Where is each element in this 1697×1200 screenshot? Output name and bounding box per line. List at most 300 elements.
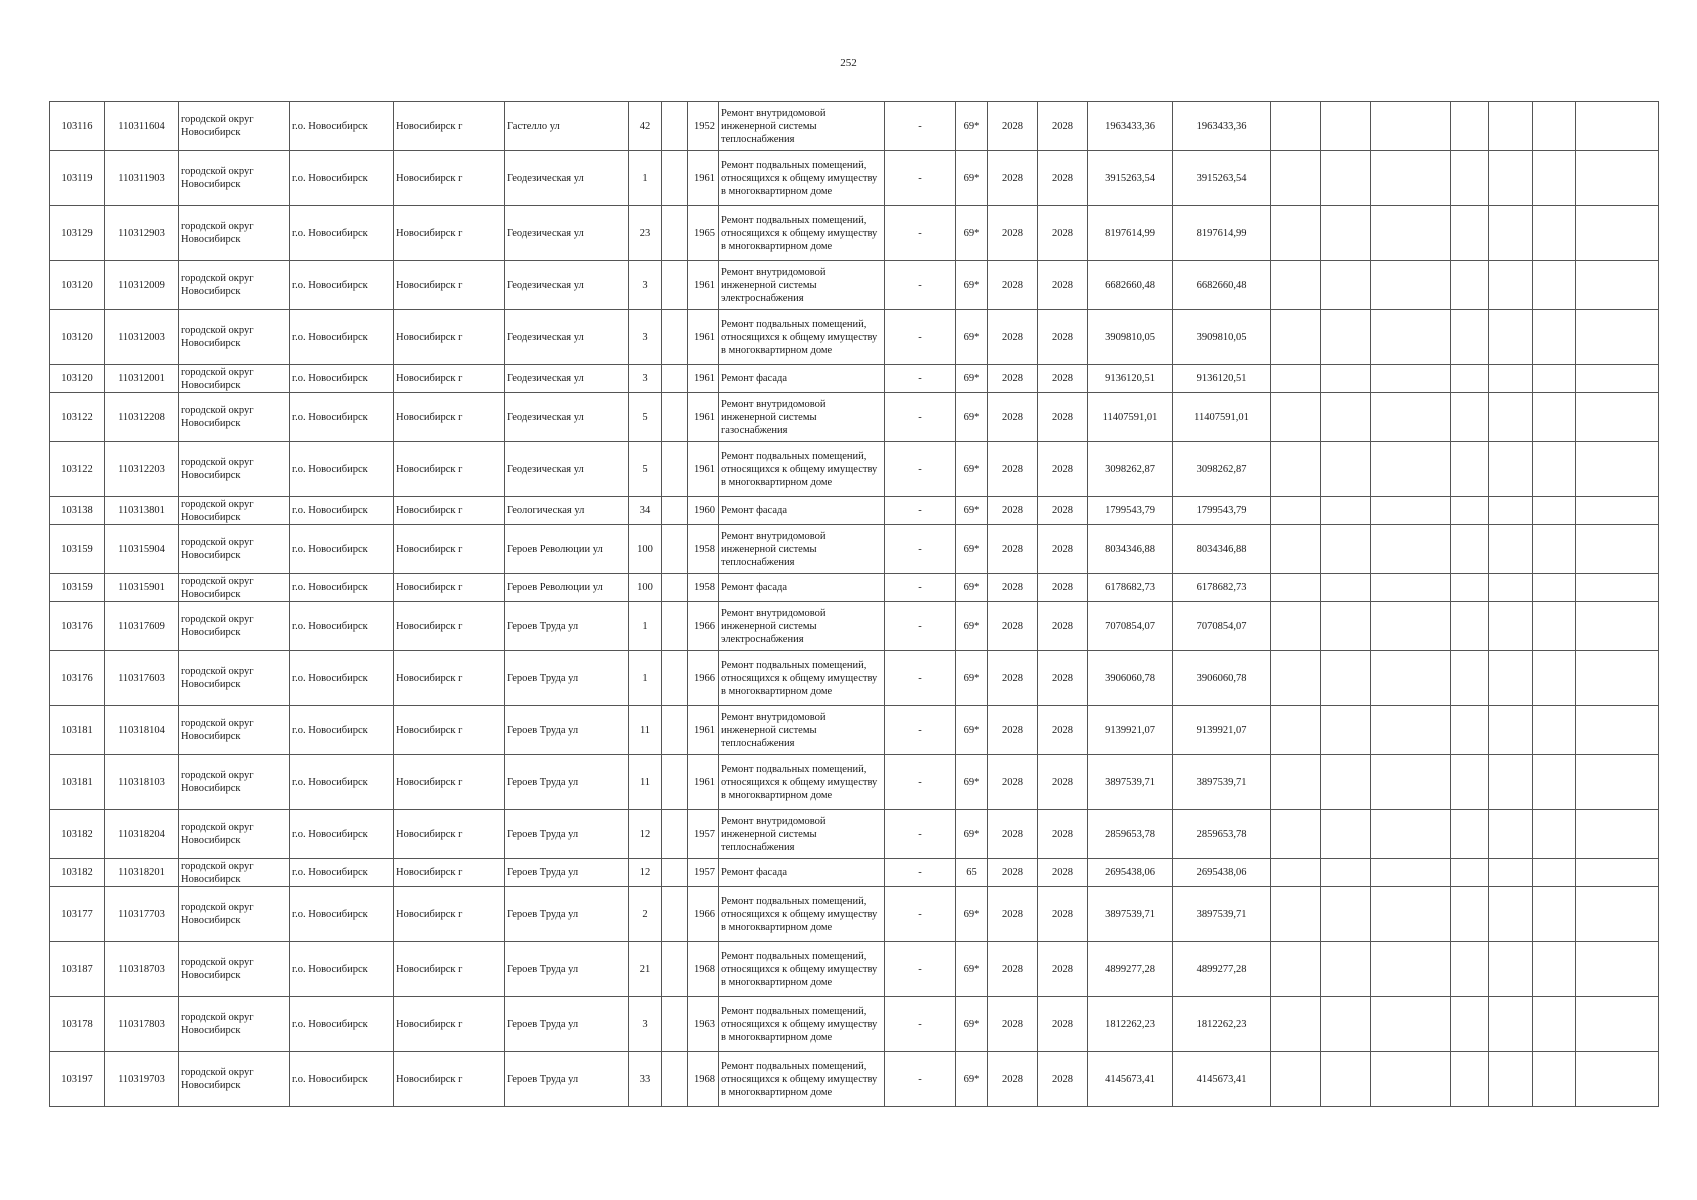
row-year-start: 2028 [988,365,1038,393]
row-city: Новосибирск г [394,442,505,497]
empty-cell [1533,1052,1576,1107]
row-cost-total: 8034346,88 [1088,525,1173,574]
empty-cell [662,365,688,393]
row-year: 1963 [688,997,719,1052]
empty-cell [1451,942,1489,997]
row-year: 1952 [688,102,719,151]
empty-cell [1321,997,1371,1052]
empty-cell [1451,706,1489,755]
row-house: 1 [629,651,662,706]
repair-program-table [49,101,1659,1107]
row-municipality: г.о. Новосибирск [290,651,394,706]
empty-cell [662,706,688,755]
row-street: Героев Труда ул [505,651,629,706]
row-code: 110312208 [105,393,179,442]
empty-cell [662,393,688,442]
empty-cell [1489,810,1533,859]
row-district: городской округ Новосибирск [179,887,290,942]
row-district: городской округ Новосибирск [179,859,290,887]
row-city: Новосибирск г [394,755,505,810]
row-work: Ремонт внутридомовой инженерной системы теплоснабжения [719,810,885,859]
row-city: Новосибирск г [394,706,505,755]
row-year-end: 2028 [1038,651,1088,706]
empty-cell [1271,1052,1321,1107]
row-id: 103181 [50,706,105,755]
row-year: 1966 [688,651,719,706]
row-cost-total: 3906060,78 [1088,651,1173,706]
row-year: 1961 [688,261,719,310]
row-street: Геодезическая ул [505,365,629,393]
empty-cell [1533,102,1576,151]
row-work: Ремонт подвальных помещений, относящихся к общему имуществу в многоквартирном доме [719,887,885,942]
empty-cell [1451,261,1489,310]
empty-cell [1321,310,1371,365]
row-year-end: 2028 [1038,261,1088,310]
row-dash: - [885,810,956,859]
empty-cell [1489,261,1533,310]
empty-cell [1451,574,1489,602]
empty-cell [1451,810,1489,859]
row-year: 1961 [688,755,719,810]
row-work: Ремонт подвальных помещений, относящихся к общему имуществу в многоквартирном доме [719,151,885,206]
row-percent: 69* [956,102,988,151]
row-street: Геодезическая ул [505,393,629,442]
row-id: 103120 [50,261,105,310]
row-municipality: г.о. Новосибирск [290,997,394,1052]
empty-cell [1371,602,1451,651]
row-year-start: 2028 [988,997,1038,1052]
row-house: 3 [629,310,662,365]
table-row [50,206,1659,261]
row-house: 100 [629,525,662,574]
empty-cell [1576,887,1659,942]
empty-cell [1533,206,1576,261]
row-municipality: г.о. Новосибирск [290,261,394,310]
empty-cell [1489,365,1533,393]
empty-cell [1321,497,1371,525]
row-cost-fund: 9139921,07 [1173,706,1271,755]
row-code: 110317703 [105,887,179,942]
empty-cell [1533,810,1576,859]
row-work: Ремонт внутридомовой инженерной системы теплоснабжения [719,525,885,574]
row-district: городской округ Новосибирск [179,365,290,393]
row-dash: - [885,261,956,310]
empty-cell [1489,442,1533,497]
row-district: городской округ Новосибирск [179,310,290,365]
row-dash: - [885,706,956,755]
empty-cell [1489,602,1533,651]
empty-cell [1451,151,1489,206]
empty-cell [1321,442,1371,497]
row-municipality: г.о. Новосибирск [290,310,394,365]
empty-cell [1371,574,1451,602]
row-district: городской округ Новосибирск [179,942,290,997]
empty-cell [1271,810,1321,859]
row-year: 1961 [688,706,719,755]
row-work: Ремонт подвальных помещений, относящихся к общему имуществу в многоквартирном доме [719,997,885,1052]
row-work: Ремонт внутридомовой инженерной системы электроснабжения [719,261,885,310]
row-cost-fund: 3897539,71 [1173,887,1271,942]
empty-cell [1371,151,1451,206]
row-code: 110318201 [105,859,179,887]
empty-cell [1489,574,1533,602]
row-year-end: 2028 [1038,1052,1088,1107]
empty-cell [1321,706,1371,755]
empty-cell [1451,1052,1489,1107]
empty-cell [1371,755,1451,810]
empty-cell [1371,261,1451,310]
empty-cell [1576,651,1659,706]
row-municipality: г.о. Новосибирск [290,442,394,497]
row-year-end: 2028 [1038,102,1088,151]
empty-cell [1271,859,1321,887]
table-row [50,859,1659,887]
empty-cell [1321,525,1371,574]
row-dash: - [885,497,956,525]
row-district: городской округ Новосибирск [179,574,290,602]
empty-cell [1371,393,1451,442]
table-row [50,942,1659,997]
row-code: 110315904 [105,525,179,574]
row-year-start: 2028 [988,859,1038,887]
row-year: 1961 [688,310,719,365]
empty-cell [1451,602,1489,651]
row-cost-fund: 1812262,23 [1173,997,1271,1052]
empty-cell [1533,365,1576,393]
empty-cell [1451,102,1489,151]
row-house: 21 [629,942,662,997]
table-row [50,997,1659,1052]
empty-cell [1576,859,1659,887]
row-city: Новосибирск г [394,525,505,574]
row-percent: 69* [956,755,988,810]
empty-cell [1489,497,1533,525]
table-body [50,102,1659,1107]
row-year: 1958 [688,525,719,574]
empty-cell [1576,525,1659,574]
row-house: 12 [629,859,662,887]
row-municipality: г.о. Новосибирск [290,574,394,602]
empty-cell [1576,1052,1659,1107]
row-municipality: г.о. Новосибирск [290,1052,394,1107]
row-cost-fund: 1799543,79 [1173,497,1271,525]
row-city: Новосибирск г [394,261,505,310]
empty-cell [1451,206,1489,261]
empty-cell [662,206,688,261]
row-municipality: г.о. Новосибирск [290,365,394,393]
row-id: 103120 [50,365,105,393]
row-street: Героев Труда ул [505,602,629,651]
empty-cell [1533,310,1576,365]
empty-cell [1321,942,1371,997]
row-work: Ремонт подвальных помещений, относящихся к общему имуществу в многоквартирном доме [719,206,885,261]
empty-cell [1489,755,1533,810]
empty-cell [1576,574,1659,602]
table-row [50,442,1659,497]
row-id: 103187 [50,942,105,997]
row-work: Ремонт внутридомовой инженерной системы газоснабжения [719,393,885,442]
row-year-start: 2028 [988,887,1038,942]
empty-cell [1576,151,1659,206]
row-work: Ремонт подвальных помещений, относящихся к общему имуществу в многоквартирном доме [719,942,885,997]
empty-cell [1271,497,1321,525]
empty-cell [1451,755,1489,810]
empty-cell [1371,859,1451,887]
row-percent: 69* [956,393,988,442]
row-street: Гастелло ул [505,102,629,151]
row-dash: - [885,602,956,651]
row-city: Новосибирск г [394,997,505,1052]
row-year-end: 2028 [1038,706,1088,755]
row-cost-total: 4145673,41 [1088,1052,1173,1107]
row-dash: - [885,442,956,497]
empty-cell [1489,102,1533,151]
row-year-end: 2028 [1038,997,1088,1052]
empty-cell [1451,651,1489,706]
row-city: Новосибирск г [394,810,505,859]
row-dash: - [885,1052,956,1107]
row-district: городской округ Новосибирск [179,997,290,1052]
row-id: 103138 [50,497,105,525]
empty-cell [1271,574,1321,602]
empty-cell [1271,755,1321,810]
row-code: 110312003 [105,310,179,365]
row-code: 110311604 [105,102,179,151]
row-dash: - [885,574,956,602]
row-house: 33 [629,1052,662,1107]
row-dash: - [885,151,956,206]
row-year-start: 2028 [988,755,1038,810]
row-percent: 69* [956,151,988,206]
row-percent: 69* [956,1052,988,1107]
empty-cell [1533,706,1576,755]
row-district: городской округ Новосибирск [179,442,290,497]
row-house: 3 [629,997,662,1052]
empty-cell [1576,261,1659,310]
empty-cell [1371,887,1451,942]
empty-cell [1271,261,1321,310]
row-year-start: 2028 [988,706,1038,755]
row-municipality: г.о. Новосибирск [290,102,394,151]
row-municipality: г.о. Новосибирск [290,602,394,651]
empty-cell [1576,206,1659,261]
row-id: 103129 [50,206,105,261]
row-house: 23 [629,206,662,261]
row-municipality: г.о. Новосибирск [290,706,394,755]
empty-cell [662,755,688,810]
empty-cell [1271,102,1321,151]
empty-cell [1489,151,1533,206]
row-year-end: 2028 [1038,574,1088,602]
empty-cell [1321,651,1371,706]
row-municipality: г.о. Новосибирск [290,755,394,810]
row-dash: - [885,942,956,997]
row-cost-fund: 2859653,78 [1173,810,1271,859]
row-cost-total: 9139921,07 [1088,706,1173,755]
row-city: Новосибирск г [394,651,505,706]
empty-cell [1489,206,1533,261]
row-year: 1960 [688,497,719,525]
empty-cell [662,859,688,887]
row-year-end: 2028 [1038,602,1088,651]
row-year-end: 2028 [1038,859,1088,887]
empty-cell [1576,602,1659,651]
row-year-start: 2028 [988,525,1038,574]
row-cost-fund: 3906060,78 [1173,651,1271,706]
empty-cell [1533,602,1576,651]
table-row [50,602,1659,651]
row-cost-total: 1812262,23 [1088,997,1173,1052]
row-district: городской округ Новосибирск [179,525,290,574]
row-year-start: 2028 [988,102,1038,151]
empty-cell [1371,706,1451,755]
row-year-end: 2028 [1038,525,1088,574]
empty-cell [1533,525,1576,574]
row-cost-total: 11407591,01 [1088,393,1173,442]
empty-cell [1271,525,1321,574]
row-percent: 69* [956,602,988,651]
empty-cell [1576,442,1659,497]
row-code: 110319703 [105,1052,179,1107]
empty-cell [662,651,688,706]
row-percent: 69* [956,887,988,942]
empty-cell [1451,525,1489,574]
row-year-start: 2028 [988,442,1038,497]
row-dash: - [885,525,956,574]
row-id: 103182 [50,859,105,887]
row-year-end: 2028 [1038,151,1088,206]
row-code: 110315901 [105,574,179,602]
row-street: Геодезическая ул [505,206,629,261]
empty-cell [1451,393,1489,442]
row-year: 1965 [688,206,719,261]
row-street: Геологическая ул [505,497,629,525]
row-cost-fund: 7070854,07 [1173,602,1271,651]
empty-cell [662,310,688,365]
row-cost-total: 2695438,06 [1088,859,1173,887]
row-district: городской округ Новосибирск [179,755,290,810]
row-cost-total: 3909810,05 [1088,310,1173,365]
empty-cell [1451,997,1489,1052]
row-code: 110312009 [105,261,179,310]
table-row [50,365,1659,393]
row-cost-fund: 11407591,01 [1173,393,1271,442]
row-id: 103122 [50,442,105,497]
row-code: 110312203 [105,442,179,497]
row-id: 103120 [50,310,105,365]
row-year-start: 2028 [988,151,1038,206]
row-work: Ремонт подвальных помещений, относящихся к общему имуществу в многоквартирном доме [719,1052,885,1107]
row-district: городской округ Новосибирск [179,602,290,651]
empty-cell [1371,525,1451,574]
empty-cell [1489,997,1533,1052]
empty-cell [1533,942,1576,997]
empty-cell [1489,887,1533,942]
row-year-start: 2028 [988,810,1038,859]
row-cost-fund: 8197614,99 [1173,206,1271,261]
row-district: городской округ Новосибирск [179,810,290,859]
row-year-end: 2028 [1038,887,1088,942]
row-district: городской округ Новосибирск [179,206,290,261]
empty-cell [1489,859,1533,887]
empty-cell [1321,102,1371,151]
row-code: 110313801 [105,497,179,525]
row-code: 110317609 [105,602,179,651]
row-year-end: 2028 [1038,942,1088,997]
table-row [50,1052,1659,1107]
row-year-start: 2028 [988,206,1038,261]
row-year: 1961 [688,393,719,442]
row-year: 1968 [688,1052,719,1107]
row-city: Новосибирск г [394,859,505,887]
row-id: 103182 [50,810,105,859]
row-year-start: 2028 [988,574,1038,602]
empty-cell [1576,942,1659,997]
row-municipality: г.о. Новосибирск [290,151,394,206]
row-dash: - [885,393,956,442]
row-work: Ремонт подвальных помещений, относящихся к общему имуществу в многоквартирном доме [719,755,885,810]
empty-cell [1576,755,1659,810]
row-house: 1 [629,151,662,206]
row-cost-total: 7070854,07 [1088,602,1173,651]
empty-cell [1489,651,1533,706]
empty-cell [1489,393,1533,442]
empty-cell [1451,859,1489,887]
row-city: Новосибирск г [394,497,505,525]
row-city: Новосибирск г [394,206,505,261]
row-cost-fund: 4899277,28 [1173,942,1271,997]
empty-cell [1576,393,1659,442]
row-id: 103176 [50,602,105,651]
row-district: городской округ Новосибирск [179,102,290,151]
row-municipality: г.о. Новосибирск [290,942,394,997]
page-number: 252 [840,57,857,69]
empty-cell [1533,393,1576,442]
row-cost-fund: 1963433,36 [1173,102,1271,151]
table-row [50,393,1659,442]
empty-cell [1533,651,1576,706]
empty-cell [1451,887,1489,942]
row-street: Геодезическая ул [505,442,629,497]
row-year-start: 2028 [988,393,1038,442]
row-municipality: г.о. Новосибирск [290,810,394,859]
row-district: городской округ Новосибирск [179,497,290,525]
row-year-end: 2028 [1038,393,1088,442]
row-city: Новосибирск г [394,393,505,442]
empty-cell [1576,497,1659,525]
row-percent: 69* [956,525,988,574]
row-cost-fund: 9136120,51 [1173,365,1271,393]
row-id: 103178 [50,997,105,1052]
row-cost-fund: 3915263,54 [1173,151,1271,206]
empty-cell [1371,442,1451,497]
row-house: 100 [629,574,662,602]
row-year-end: 2028 [1038,755,1088,810]
empty-cell [1321,365,1371,393]
row-year: 1966 [688,602,719,651]
row-municipality: г.о. Новосибирск [290,497,394,525]
row-cost-total: 6682660,48 [1088,261,1173,310]
row-year-end: 2028 [1038,442,1088,497]
row-id: 103119 [50,151,105,206]
row-street: Героев Труда ул [505,755,629,810]
row-dash: - [885,859,956,887]
empty-cell [662,497,688,525]
empty-cell [1271,393,1321,442]
row-street: Героев Революции ул [505,574,629,602]
table-row [50,102,1659,151]
row-street: Героев Труда ул [505,859,629,887]
